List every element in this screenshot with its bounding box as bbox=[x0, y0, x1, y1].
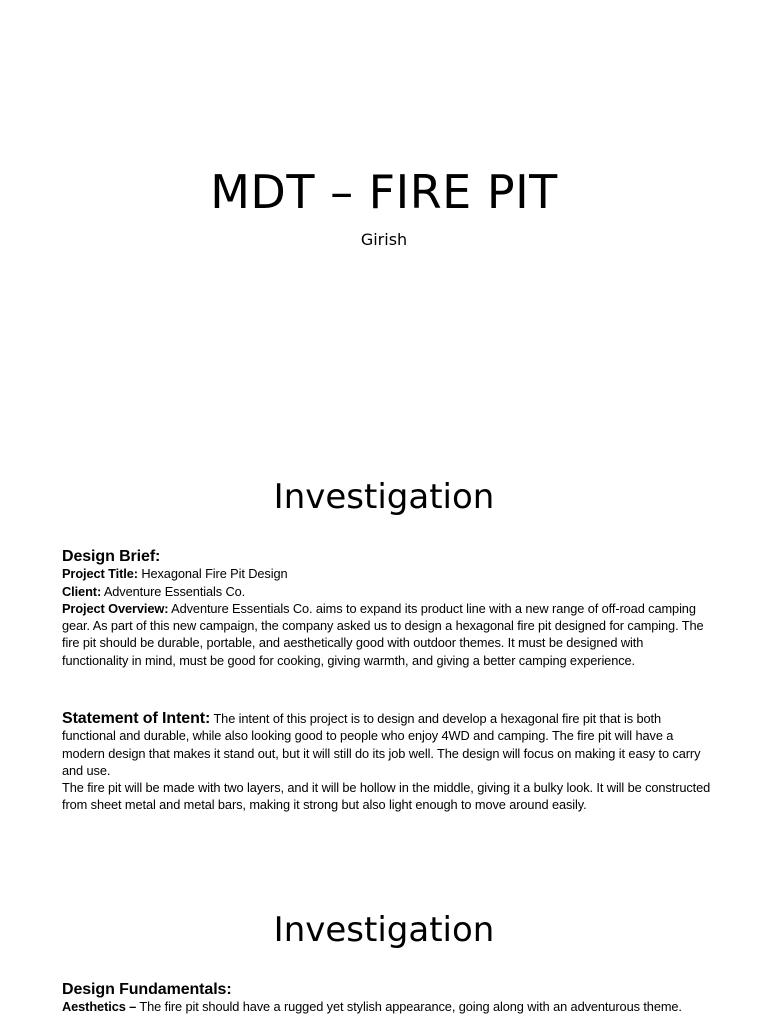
design-brief-block bbox=[62, 548, 712, 669]
page-title: MDT – FIRE PIT bbox=[210, 165, 558, 219]
project-overview-label: Project Overview: bbox=[62, 600, 169, 616]
statement-of-intent-text: The intent of this project is to design and develop a hexagonal fire pit that is both functional and durable, while also looking good to people who enjoy 4WD and camping. The fire pit will have a modern design that makes it stand out, but it will still do its job well. The design will focus on making it easy to carry and use. bbox=[62, 711, 701, 778]
project-overview-paragraph bbox=[62, 600, 712, 669]
design-fundamentals-label: Design Fundamentals: bbox=[62, 981, 232, 998]
aesthetics-text: The fire pit should have a rugged yet stylish appearance, going along with an adventurous theme. bbox=[136, 999, 682, 1015]
client-line bbox=[62, 583, 712, 600]
aesthetics-paragraph bbox=[62, 998, 712, 1015]
aesthetics-label: Aesthetics – bbox=[62, 999, 137, 1015]
client-value: Adventure Essentials Co. bbox=[101, 583, 246, 599]
project-title-line bbox=[62, 565, 712, 582]
statement-of-intent-paragraph-2: The fire pit will be made with two layers, and it will be hollow in the middle, giving it a bulky look. It will be constructed from sheet metal and metal bars, making it strong but also light enough to move around easily. bbox=[62, 780, 711, 813]
statement-of-intent-paragraph bbox=[62, 710, 712, 779]
section-heading-investigation-2: Investigation bbox=[273, 910, 495, 950]
project-title-value: Hexagonal Fire Pit Design bbox=[137, 566, 288, 582]
project-title-label: Project Title: bbox=[62, 566, 138, 582]
author-name: Girish bbox=[360, 230, 408, 249]
design-brief-label: Design Brief: bbox=[62, 548, 161, 565]
design-fundamentals-block bbox=[62, 981, 712, 1016]
project-overview-text: Adventure Essentials Co. aims to expand its product line with a new range of off-road camping gear. As part of this new campaign, the company asked us to design a hexagonal fire pit designed for camping. The fire pit should be durable, portable, and aesthetically good with outdoor themes. It must be designed with functionality in mind, must be good for cooking, giving warmth, and giving a better camping experience. bbox=[62, 600, 704, 668]
section-heading-investigation-1: Investigation bbox=[273, 477, 495, 517]
statement-of-intent-block bbox=[62, 710, 712, 814]
statement-of-intent-label: Statement of Intent: bbox=[62, 710, 211, 727]
client-label: Client: bbox=[62, 583, 102, 599]
